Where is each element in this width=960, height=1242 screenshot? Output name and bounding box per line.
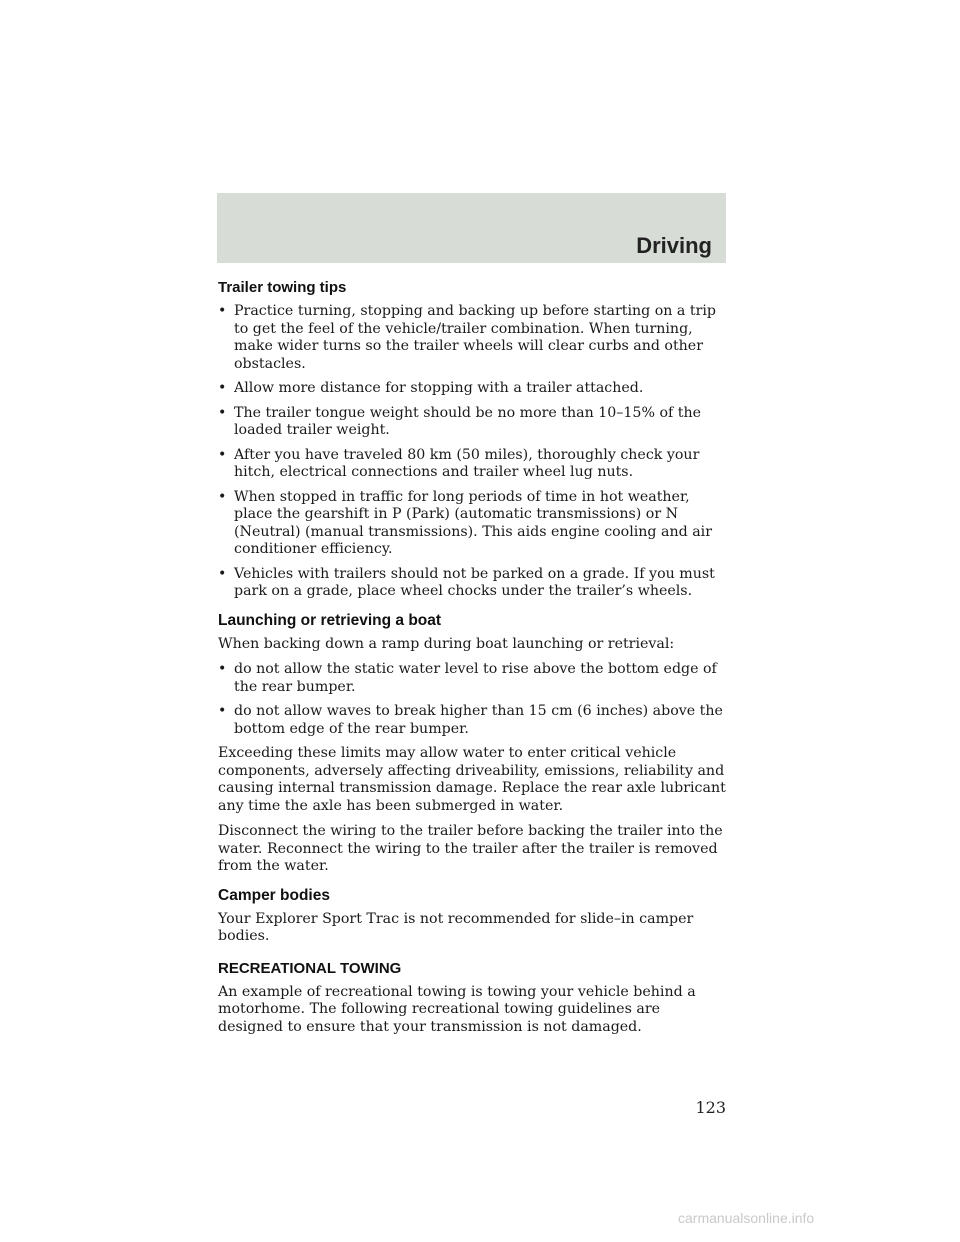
bullet-glyph: • xyxy=(218,446,227,463)
heading-recreational-towing: RECREATIONAL TOWING xyxy=(218,959,402,977)
boat-intro: When backing down a ramp during boat launching or retrieval: xyxy=(218,635,675,652)
trailer-tips-list xyxy=(218,303,728,601)
bullet-glyph: • xyxy=(218,380,227,396)
recreational-text: An example of recreational towing is towing your vehicle behind a motorhome. The following recreational towing guidelines are designed to ensure that your transmission is not damaged. xyxy=(218,983,696,1035)
list-item: • do not allow waves to break higher than 15 cm (6 inches) above the bottom edge of the rear bumper. xyxy=(218,703,723,737)
heading-launching-boat: Launching or retrieving a boat xyxy=(218,611,442,629)
bullet-glyph: • xyxy=(218,565,227,582)
bullet-glyph: • xyxy=(218,404,227,421)
page-content xyxy=(218,278,728,1044)
page-number: 123 xyxy=(695,1098,726,1117)
list-item: • After you have traveled 80 km (50 miles), thoroughly check your hitch, electrical connections and trailer wheel lug nuts. xyxy=(218,446,700,480)
bullet-glyph: • xyxy=(218,703,227,719)
boat-para-wiring: Disconnect the wiring to the trailer before backing the trailer into the water. Reconnect the wiring to the trailer after the trailer is removed from the water. xyxy=(218,823,723,874)
list-item: • Practice turning, stopping and backing up before starting on a trip to get the feel of the vehicle/trailer combination. When turning, make wider turns so the trailer wheels will clear curbs and other obstacles. xyxy=(218,303,716,372)
boat-list xyxy=(218,661,728,738)
bullet-glyph: • xyxy=(218,488,227,505)
boat-para-limits: Exceeding these limits may allow water to enter critical vehicle components, adversely affecting driveability, emissions, reliability and causing internal transmission damage. Replace the rear axle lubricant any time the axle has been submerged in water. xyxy=(218,745,726,814)
bullet-glyph: • xyxy=(218,661,227,677)
list-item: • Vehicles with trailers should not be parked on a grade. If you must park on a grade, place wheel chocks under the trailer’s wheels. xyxy=(218,565,715,599)
camper-text: Your Explorer Sport Trac is not recommended for slide–in camper bodies. xyxy=(218,910,694,944)
list-item: • The trailer tongue weight should be no more than 10–15% of the loaded trailer weight. xyxy=(218,404,701,438)
section-header-band xyxy=(217,193,726,263)
heading-trailer-towing-tips: Trailer towing tips xyxy=(218,279,347,296)
heading-camper-bodies: Camper bodies xyxy=(218,886,330,904)
watermark: carmanualsonline.info xyxy=(678,1210,815,1226)
list-item: • do not allow the static water level to rise above the bottom edge of the rear bumper. xyxy=(218,661,717,695)
list-item: • Allow more distance for stopping with a trailer attached. xyxy=(218,380,644,396)
section-title: Driving xyxy=(636,233,712,258)
list-item: • When stopped in traffic for long periods of time in hot weather, place the gearshift in P (Park) (automatic transmissions) or N (Neutral) (manual transmissions). This aids engine cooling and air conditioner efficiency. xyxy=(218,488,712,557)
bullet-glyph: • xyxy=(218,303,227,319)
